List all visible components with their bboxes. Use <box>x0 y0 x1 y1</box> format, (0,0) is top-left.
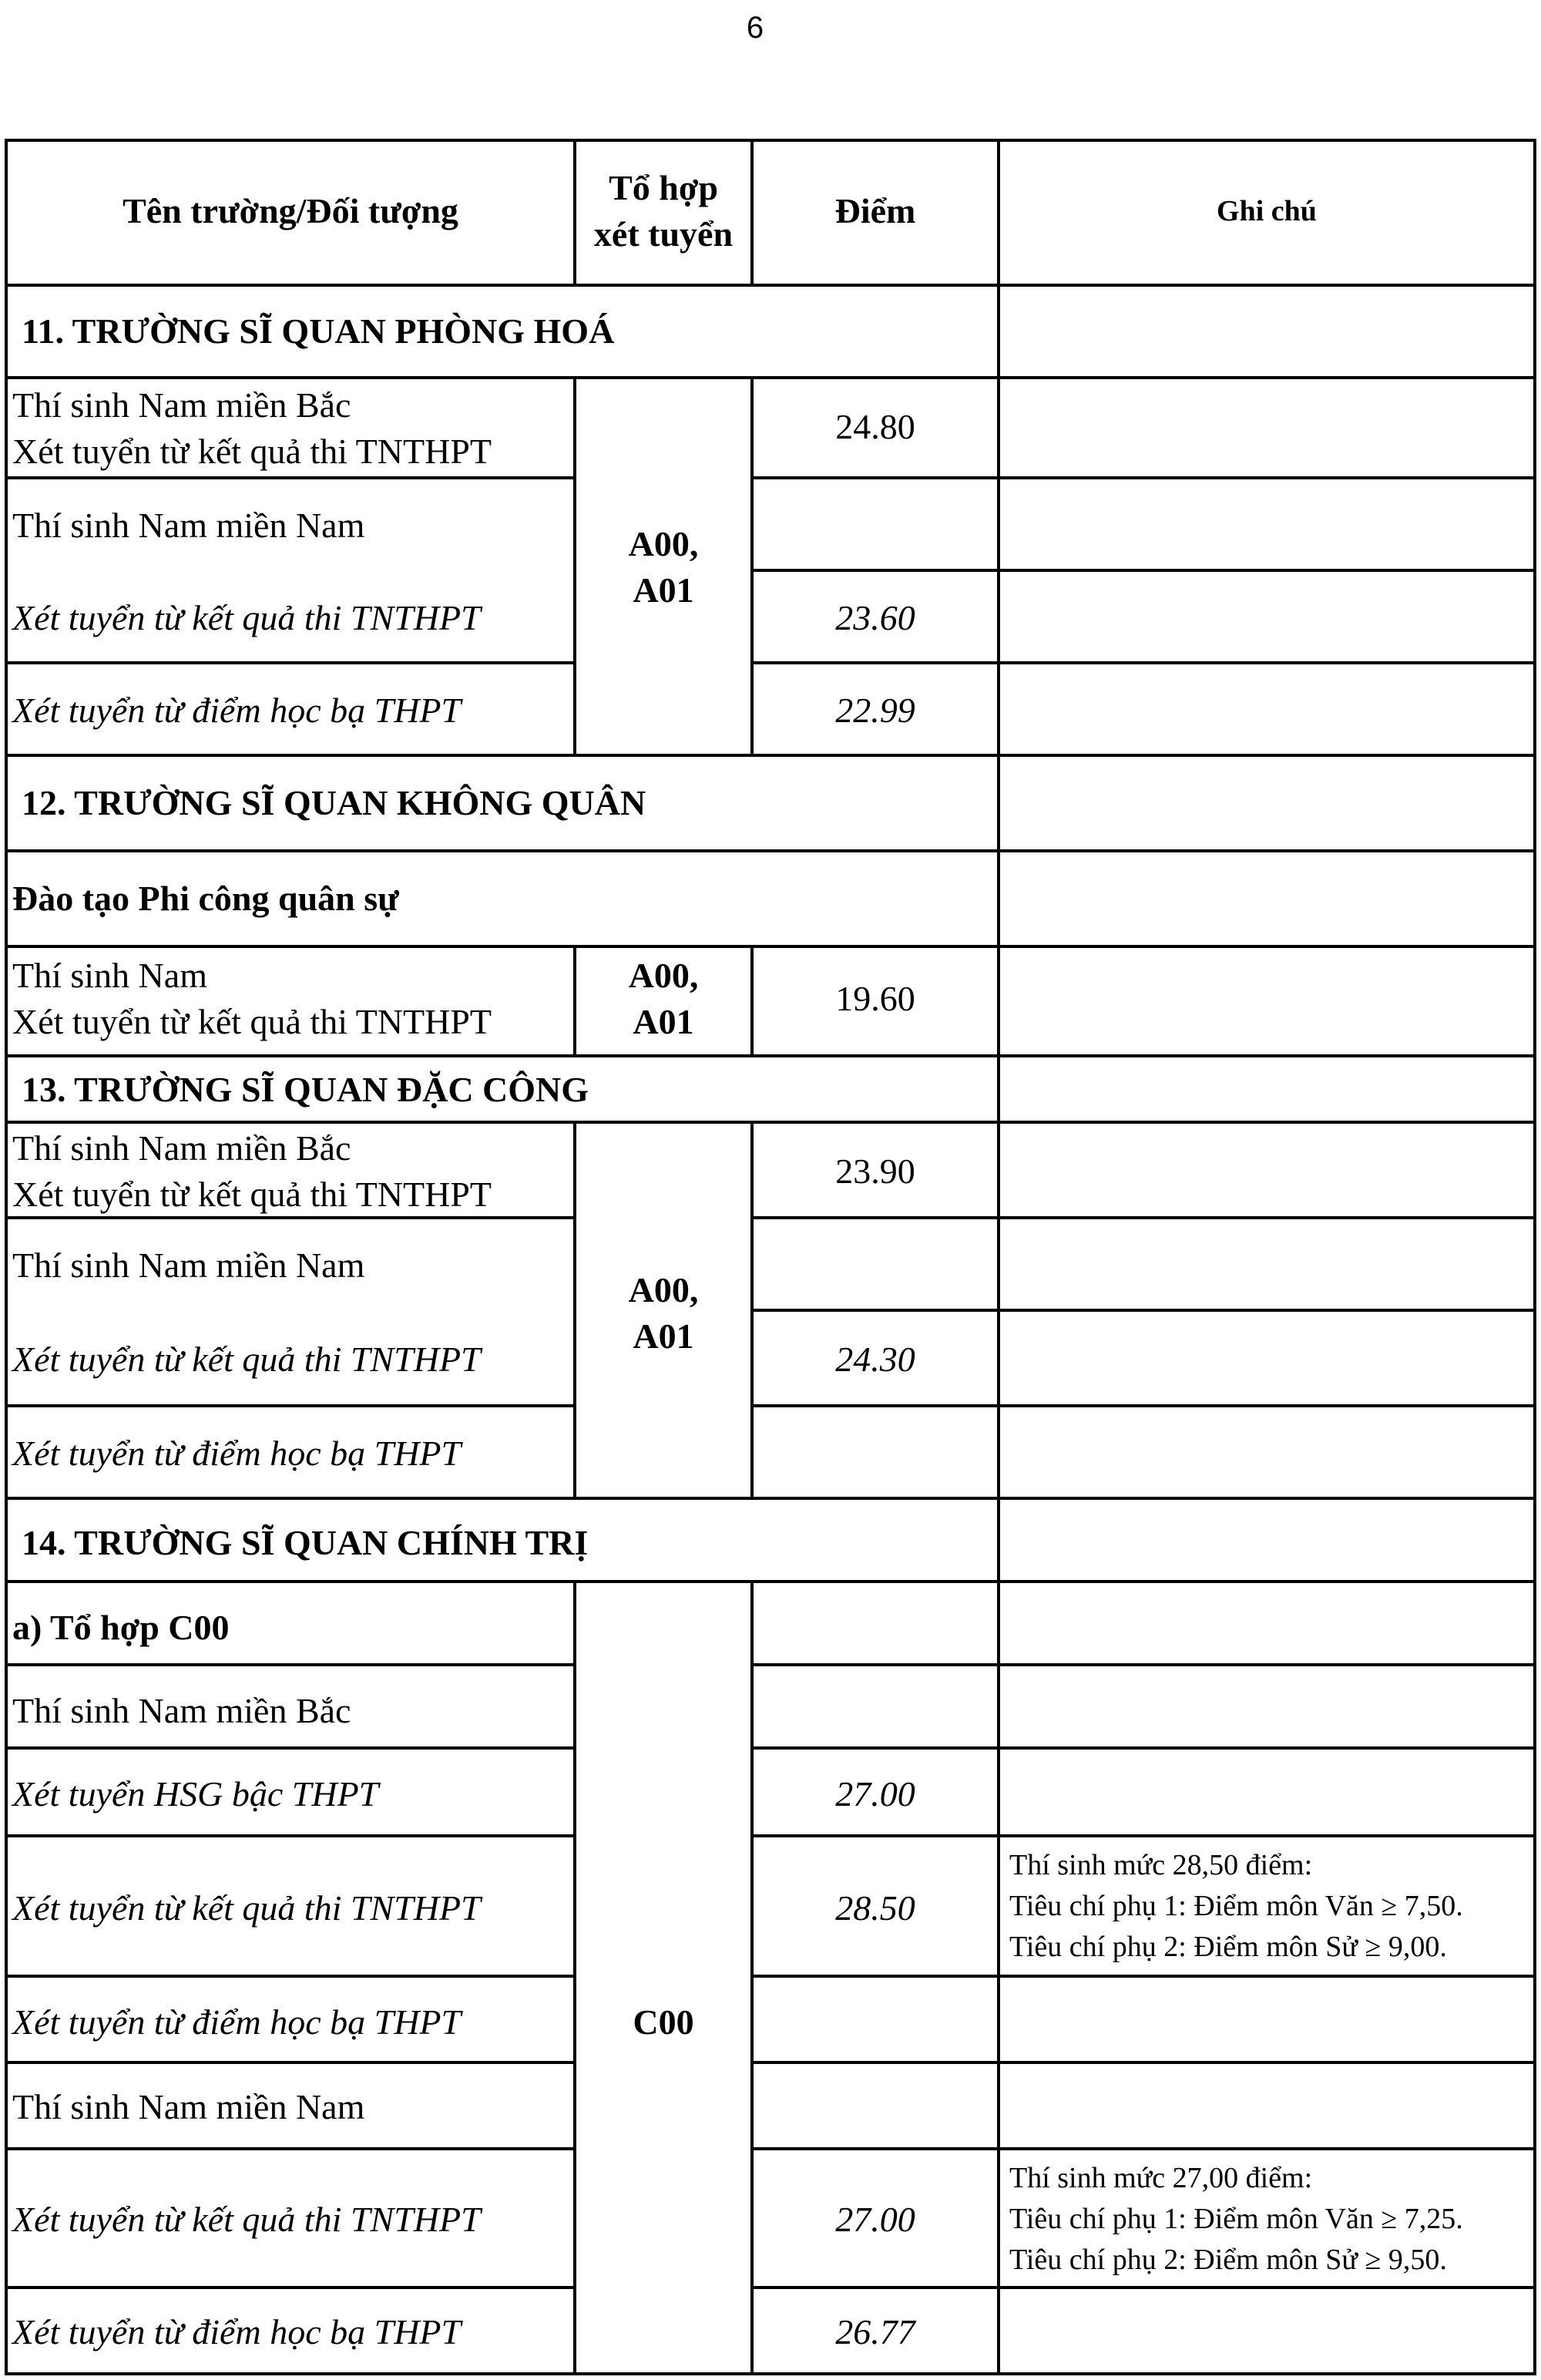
s13-south-exam: Xét tuyển từ kết quả thi TNTHPT <box>12 1340 481 1379</box>
s14-combo: C00 <box>633 2002 694 2042</box>
s14-north-hsg-score: 27.00 <box>835 1774 915 1814</box>
s14-south-transcript-score: 26.77 <box>835 2312 915 2351</box>
s14-subgroup: a) Tổ hợp C00 <box>12 1608 230 1647</box>
s11-north: Thí sinh Nam miền Bắc <box>12 385 351 425</box>
note-line: Tiêu chí phụ 2: Điểm môn Sử ≥ 9,50. <box>1009 2244 1447 2276</box>
s11-south-transcript: Xét tuyển từ điểm học bạ THPT <box>12 691 462 730</box>
s14-south-exam-note <box>1009 2158 1463 2281</box>
s11-south-exam: Xét tuyển từ kết quả thi TNTHPT <box>12 598 481 637</box>
s14-north-hsg: Xét tuyển HSG bậc THPT <box>12 1774 379 1814</box>
s14-north-transcript: Xét tuyển từ điểm học bạ THPT <box>12 2002 462 2042</box>
s13-south: Thí sinh Nam miền Nam <box>12 1245 365 1285</box>
s12-program: Đào tạo Phi công quân sự <box>12 879 399 918</box>
header-score: Điểm <box>834 191 916 230</box>
header-note: Ghi chú <box>1217 195 1317 227</box>
s11-combo-line1: A00, <box>628 524 699 563</box>
s11-north-method: Xét tuyển từ kết quả thi TNTHPT <box>12 432 492 471</box>
s11-south-exam-score: 23.60 <box>835 598 915 637</box>
s14-north-exam: Xét tuyển từ kết quả thi TNTHPT <box>12 1888 481 1928</box>
s12-combo-line1: A00, <box>628 956 699 995</box>
s14-north: Thí sinh Nam miền Bắc <box>12 1691 351 1730</box>
note-line: Thí sinh mức 27,00 điểm: <box>1009 2162 1313 2194</box>
s13-south-exam-score: 24.30 <box>835 1340 915 1379</box>
s14-north-exam-note <box>1009 1845 1463 1968</box>
s11-south-transcript-score: 22.99 <box>835 691 915 730</box>
s13-north-score: 23.90 <box>835 1151 915 1191</box>
note-line: Thí sinh mức 28,50 điểm: <box>1009 1849 1313 1881</box>
s14-south-exam-score: 27.00 <box>835 2200 915 2239</box>
s11-title: 11. TRƯỜNG SĨ QUAN PHÒNG HOÁ <box>22 311 615 351</box>
s14-south-transcript: Xét tuyển từ điểm học bạ THPT <box>12 2312 462 2351</box>
s12-male: Thí sinh Nam <box>12 956 207 995</box>
s13-south-transcript: Xét tuyển từ điểm học bạ THPT <box>12 1434 462 1473</box>
s11-south: Thí sinh Nam miền Nam <box>12 506 365 545</box>
s14-north-exam-score: 28.50 <box>835 1888 915 1928</box>
header-combo-line2: xét tuyển <box>593 214 734 254</box>
note-line: Tiêu chí phụ 2: Điểm môn Sử ≥ 9,00. <box>1009 1931 1447 1963</box>
header-name: Tên trường/Đối tượng <box>123 191 458 230</box>
s11-north-score: 24.80 <box>835 407 915 446</box>
s13-north-method: Xét tuyển từ kết quả thi TNTHPT <box>12 1175 492 1214</box>
s12-method: Xét tuyển từ kết quả thi TNTHPT <box>12 1002 492 1041</box>
s14-title: 14. TRƯỜNG SĨ QUAN CHÍNH TRỊ <box>22 1523 589 1562</box>
s13-title: 13. TRƯỜNG SĨ QUAN ĐẶC CÔNG <box>22 1070 589 1109</box>
s12-combo-line2: A01 <box>633 1002 694 1041</box>
s12-score: 19.60 <box>835 979 915 1018</box>
s13-combo-line2: A01 <box>633 1316 694 1356</box>
s12-title: 12. TRƯỜNG SĨ QUAN KHÔNG QUÂN <box>22 783 646 822</box>
note-line: Tiêu chí phụ 1: Điểm môn Văn ≥ 7,50. <box>1009 1890 1463 1922</box>
header-combo-line1: Tổ hợp <box>609 168 718 207</box>
s14-south-exam: Xét tuyển từ kết quả thi TNTHPT <box>12 2200 481 2239</box>
s11-combo-line2: A01 <box>633 570 694 610</box>
s13-combo-line1: A00, <box>628 1270 699 1309</box>
note-line: Tiêu chí phụ 1: Điểm môn Văn ≥ 7,25. <box>1009 2203 1463 2235</box>
s13-north: Thí sinh Nam miền Bắc <box>12 1128 351 1168</box>
page-number: 6 <box>746 11 764 45</box>
s14-south: Thí sinh Nam miền Nam <box>12 2087 365 2126</box>
